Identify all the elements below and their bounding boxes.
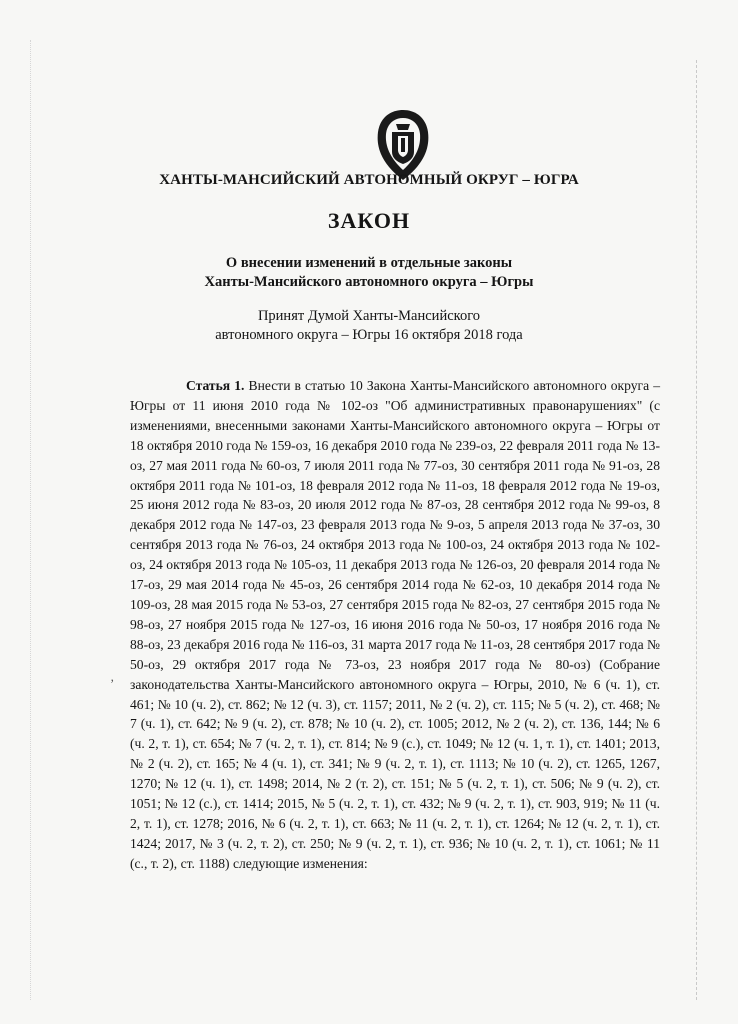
adoption-note-line-1: Принят Думой Ханты-Мансийского [257,308,481,324]
article-1-paragraph [130,376,660,874]
region-heading: ХАНТЫ-МАНСИЙСКИЙ АВТОНОМНЫЙ ОКРУГ – ЮГРА [159,172,579,188]
adoption-note-line-2: автономного округа – Югры 16 октября 2018 года [215,327,523,343]
article-label: Статья 1. [186,378,245,393]
margin-mark: ’ [110,676,115,691]
law-subject-line-2: Ханты-Мансийского автономного округа – Югры [204,274,534,290]
scan-artifact-right [696,60,698,1000]
law-subject [0,254,738,292]
document-type-title: ЗАКОН [327,208,411,233]
article-text: Внести в статью 10 Закона Ханты-Мансийского автономного округа – Югры от 11 июня 2010 года № 102-оз "Об административных правонарушениях" (с изменениями, внесенными законами Ханты-Мансийского автономного округа – Югры от 18 октября 2010 года № 159-оз, 16 декабря 2010 года № 239-оз, 22 февраля 2011 года № 13-оз, 27 мая 2011 года № 60-оз, 7 июля 2011 года № 77-оз, 30 сентября 2011 года № 91-оз, 28 октября 2011 года № 101-оз, 18 февраля 2012 года № 11-оз, 18 февраля 2012 года № 19-оз, 25 июня 2012 года № 83-оз, 20 июля 2012 года № 87-оз, 28 сентября 2012 года № 99-оз, 8 декабря 2012 года № 147-оз, 23 февраля 2013 года № 9-оз, 5 апреля 2013 года № 37-оз, 30 сентября 2013 года № 76-оз, 24 октября 2013 года № 100-оз, 24 октября 2013 года № 102-оз, 24 октября 2013 года № 105-оз, 11 декабря 2013 года № 126-оз, 20 февраля 2014 года № 17-оз, 29 мая 2014 года № 45-оз, 26 сентября 2014 года № 62-оз, 10 декабря 2014 года № 109-оз, 28 мая 2015 года № 53-оз, 27 сентября 2015 года № 82-оз, 27 сентября 2015 года № 98-оз, 27 ноября 2015 года № 127-оз, 16 июня 2016 года № 50-оз, 17 ноября 2016 года № 88-оз, 23 декабря 2016 года № 116-оз, 31 марта 2017 года № 11-оз, 28 сентября 2017 года № 50-оз, 29 октября 2017 года № 73-оз, 23 ноября 2017 года № 80-оз) (Собрание законодательства Ханты-Мансийского автономного округа – Югры, 2010, № 6 (ч. 1), ст. 461; № 10 (ч. 2), ст. 862; № 12 (ч. 3), ст. 1157; 2011, № 2 (ч. 2), ст. 115; № 5 (ч. 2), ст. 468; № 7 (ч. 1), ст. 642; № 9 (ч. 2), ст. 878; № 10 (ч. 2), ст. 1005; 2012, № 2 (ч. 2), ст. 136, 144; № 6 (ч. 2, т. 1), ст. 654; № 7 (ч. 2, т. 1), ст. 814; № 9 (с.), ст. 1049; № 12 (ч. 1, т. 1), ст. 1401; 2013, № 2 (ч. 2), ст. 165; № 4 (ч. 1), ст. 341; № 9 (ч. 2, т. 1), ст. 1113; № 10 (ч. 2), ст. 1265, 1267, 1270; № 12 (ч. 1), ст. 1498; 2014, № 2 (т. 2), ст. 151; № 5 (ч. 2, т. 1), ст. 506; № 9 (ч. 2), ст. 1051; № 12 (с.), ст. 1414; 2015, № 5 (ч. 2, т. 1), ст. 432; № 9 (ч. 2, т. 1), ст. 903, 919; № 11 (ч. 2, т. 1), ст. 1278; 2016, № 6 (ч. 2, т. 1), ст. 663; № 11 (ч. 2, т. 1), ст. 1264; № 12 (ч. 2, т. 1), ст. 1424; 2017, № 3 (ч. 2, т. 2), ст. 250; № 9 (ч. 2, т. 1), ст. 936; № 10 (ч. 2, т. 1), ст. 1061; № 11 (с., т. 2), ст. 1188) следующие изменения: [130,378,660,871]
law-subject-line-1: О внесении изменений в отдельные законы [225,255,513,271]
coat-of-arms-icon [372,108,434,182]
adoption-note [0,307,738,345]
